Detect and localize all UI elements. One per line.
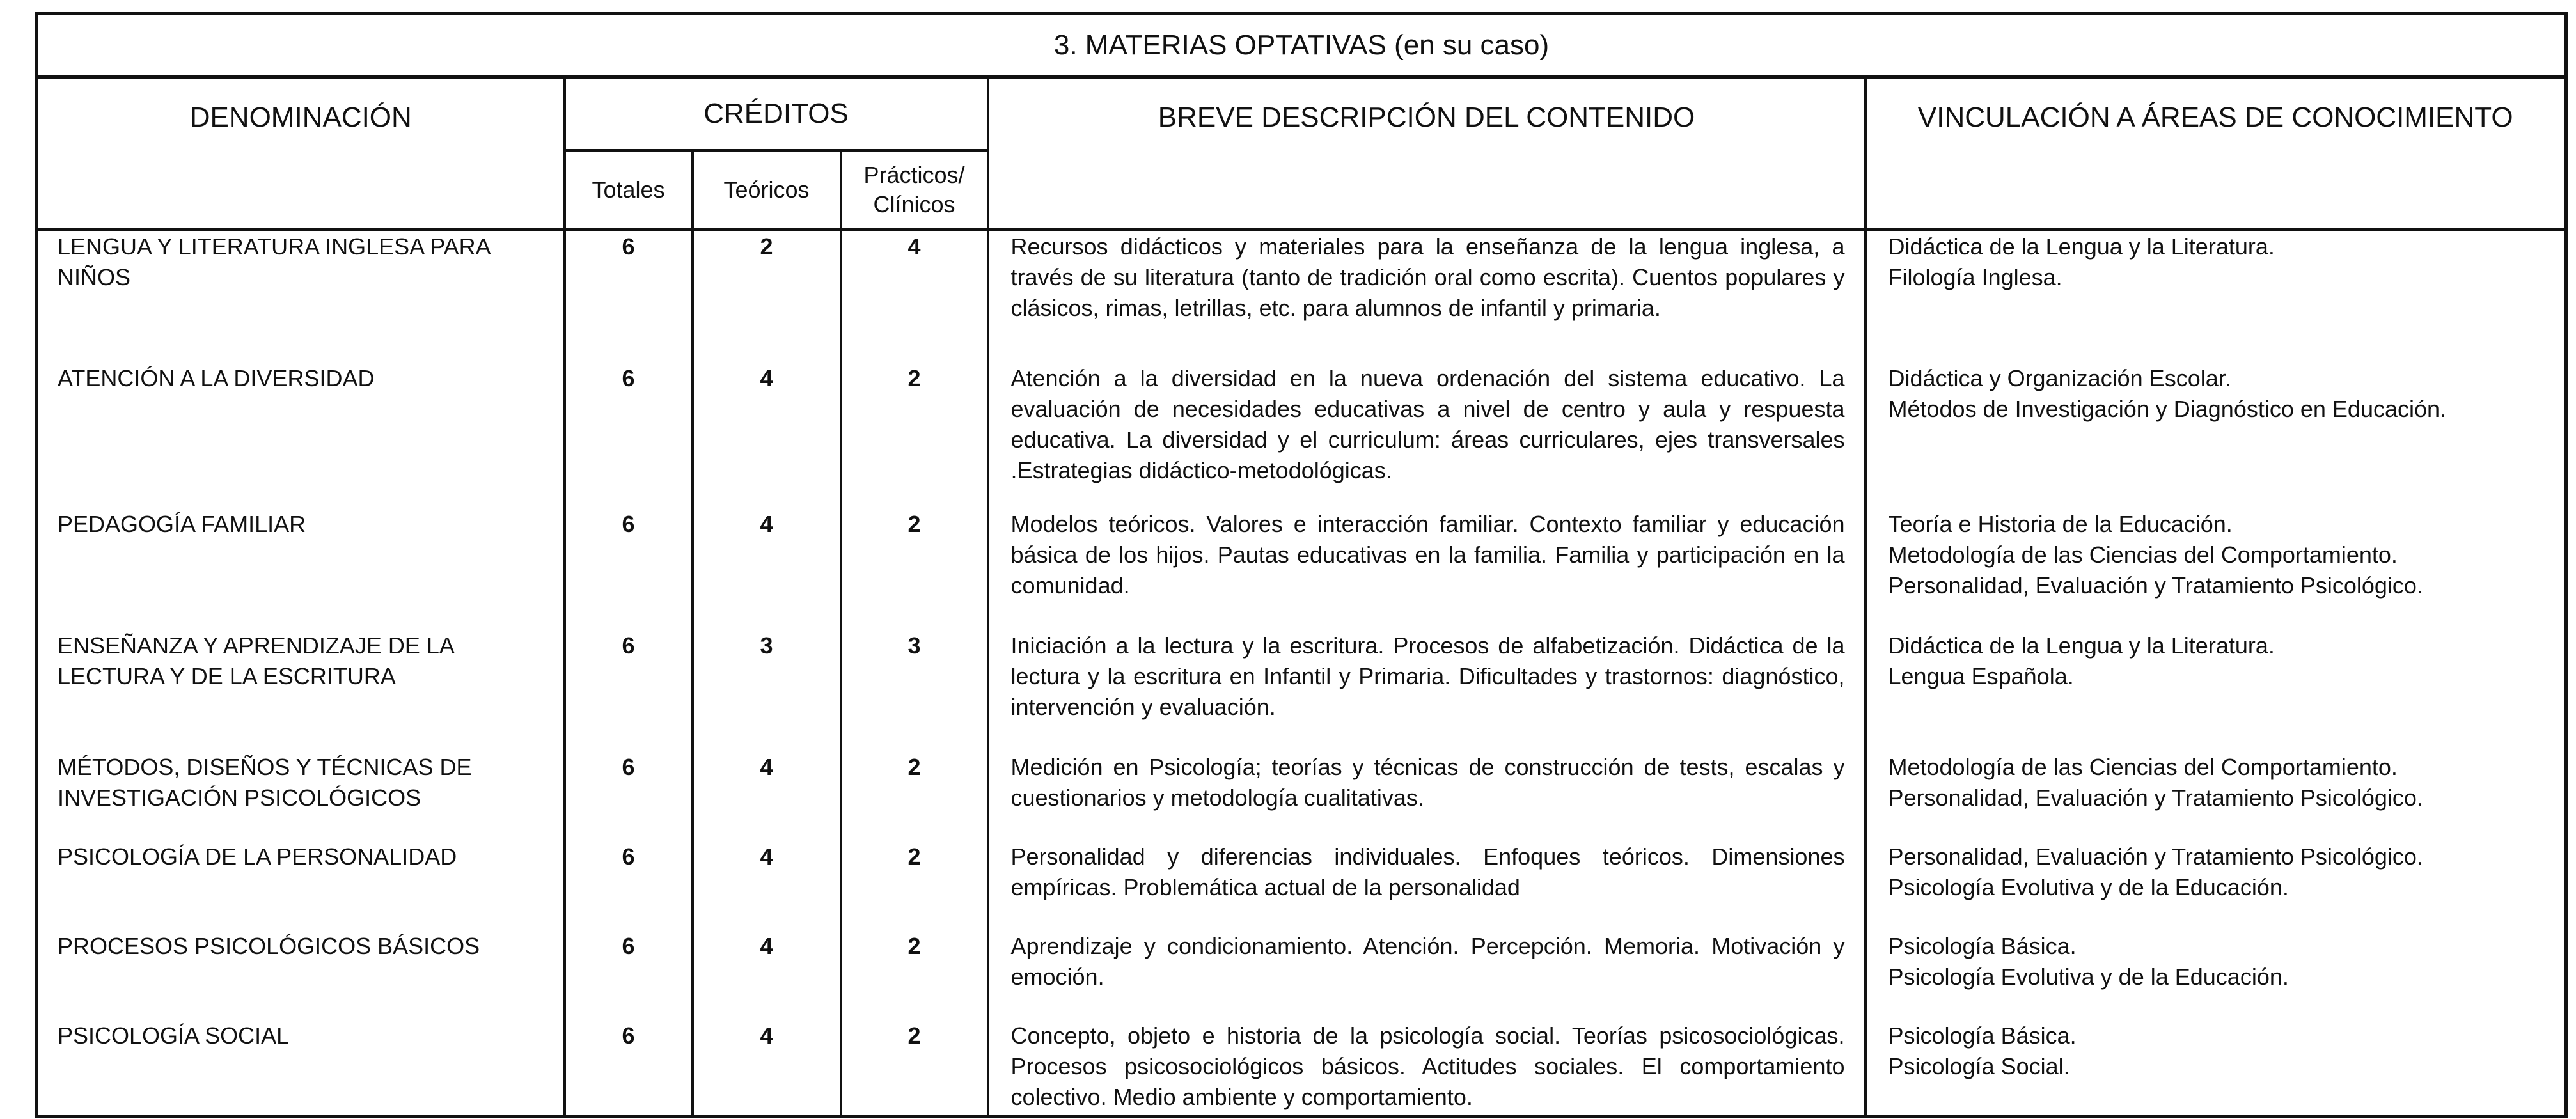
subject-name: LENGUA Y LITERATURA INGLESA PARA NIÑOS [58,233,490,290]
subject-name-cell [37,509,565,630]
subject-name-cell [37,363,565,509]
knowledge-area: Métodos de Investigación y Diagnóstico en Educación. [1888,395,2447,422]
subheader-practicos [841,150,988,230]
credits-practicos: 3 [841,630,988,752]
areas-cell [1865,1021,2566,1116]
knowledge-area: Metodología de las Ciencias del Comportamiento. [1888,541,2398,568]
knowledge-area: Psicología Social. [1888,1052,2070,1079]
knowledge-area: Personalidad, Evaluación y Tratamiento Psicológico. [1888,784,2423,811]
description-cell [988,931,1865,1021]
description-cell [988,1021,1865,1116]
credits-practicos: 2 [841,931,988,1021]
description-cell [988,363,1865,509]
table-row [37,230,2566,363]
description-cell [988,841,1865,931]
subject-description: Medición en Psicología; teorías y técnicas de construcción de tests, escalas y cuestionarios y metodología cualitativas. [1010,753,1845,811]
areas-cell [1865,363,2566,509]
subject-name-cell [37,1021,565,1116]
materias-optativas-table [35,12,2568,1118]
knowledge-area: Didáctica de la Lengua y la Literatura. [1888,233,2275,260]
knowledge-area: Didáctica y Organización Escolar. [1888,364,2231,391]
credits-totales: 6 [565,630,693,752]
subject-name: PEDAGOGÍA FAMILIAR [58,510,306,537]
subheader-totales: Totales [565,150,693,230]
credits-teoricos: 3 [693,630,841,752]
credits-teoricos: 4 [693,931,841,1021]
subject-name-cell [37,841,565,931]
knowledge-area: Teoría e Historia de la Educación. [1888,510,2233,537]
materias-optativas-sheet [35,12,2564,1111]
subject-description: Concepto, objeto e historia de la psicología social. Teorías psicosociológicas. Procesos psicosociológicos básicos. Actitudes sociales. El comportamiento colectivo. Medio ambiente y comportamiento. [1010,1022,1845,1110]
knowledge-area: Metodología de las Ciencias del Comportamiento. [1888,753,2398,780]
knowledge-area: Psicología Evolutiva y de la Educación. [1888,873,2289,900]
credits-practicos: 2 [841,841,988,931]
credits-practicos: 2 [841,1021,988,1116]
credits-totales: 6 [565,230,693,363]
subject-name-cell [37,752,565,841]
header-denominacion: DENOMINACIÓN [37,77,565,230]
areas-cell [1865,509,2566,630]
description-cell [988,230,1865,363]
table-row [37,509,2566,630]
subject-description: Aprendizaje y condicionamiento. Atención. Percepción. Memoria. Motivación y emoción. [1010,932,1845,990]
knowledge-area: Psicología Evolutiva y de la Educación. [1888,963,2289,990]
subject-description: Personalidad y diferencias individuales. Enfoques teóricos. Dimensiones empíricas. Problemática actual de la personalidad [1010,843,1845,900]
credits-totales: 6 [565,752,693,841]
subheader-practicos-line2: Clínicos [873,191,955,217]
credits-teoricos: 4 [693,509,841,630]
subject-description: Atención a la diversidad en la nueva ordenación del sistema educativo. La evaluación de necesidades educativas a nivel de centro y aula y respuesta educativa. La diversidad y el curriculum: áreas curriculares, ejes transversales .Estrategias didáctico-metodológicas. [1010,364,1845,483]
subject-name: PROCESOS PSICOLÓGICOS BÁSICOS [58,932,480,959]
credits-teoricos: 4 [693,841,841,931]
credits-totales: 6 [565,1021,693,1116]
credits-practicos: 2 [841,509,988,630]
areas-cell [1865,841,2566,931]
subheader-practicos-line1: Prácticos/ [863,162,965,188]
credits-practicos: 4 [841,230,988,363]
description-cell [988,509,1865,630]
credits-practicos: 2 [841,363,988,509]
credits-teoricos: 4 [693,1021,841,1116]
credits-practicos: 2 [841,752,988,841]
header-row [37,77,2566,151]
subject-name: PSICOLOGÍA DE LA PERSONALIDAD [58,843,457,870]
subject-name-cell [37,630,565,752]
subject-name: ENSEÑANZA Y APRENDIZAJE DE LA LECTURA Y DE LA ESCRITURA [58,632,453,689]
credits-totales: 6 [565,363,693,509]
table-row [37,841,2566,931]
credits-totales: 6 [565,931,693,1021]
header-creditos: CRÉDITOS [565,77,988,151]
description-cell [988,752,1865,841]
subheader-teoricos: Teóricos [693,150,841,230]
subject-name: PSICOLOGÍA SOCIAL [58,1022,290,1049]
knowledge-area: Didáctica de la Lengua y la Literatura. [1888,632,2275,659]
knowledge-area: Filología Inglesa. [1888,264,2062,290]
areas-cell [1865,752,2566,841]
subject-description: Recursos didácticos y materiales para la enseñanza de la lengua inglesa, a través de su literatura (tanto de tradición oral como escrita). Cuentos populares y clásicos, rimas, letrillas, etc. para alumnos de infantil y primaria. [1010,233,1845,321]
table-row [37,1021,2566,1116]
table-row [37,931,2566,1021]
areas-cell [1865,931,2566,1021]
credits-teoricos: 2 [693,230,841,363]
title-row [37,13,2566,77]
areas-cell [1865,230,2566,363]
subject-name-cell [37,230,565,363]
subject-name: MÉTODOS, DISEÑOS Y TÉCNICAS DE INVESTIGACIÓN PSICOLÓGICOS [58,753,472,811]
header-descripcion: BREVE DESCRIPCIÓN DEL CONTENIDO [988,77,1865,230]
subject-description: Iniciación a la lectura y la escritura. Procesos de alfabetización. Didáctica de la lectura y la escritura en Infantil y Primaria. Dificultades y trastornos: diagnóstico, intervención y evaluación. [1010,632,1845,720]
credits-totales: 6 [565,841,693,931]
knowledge-area: Personalidad, Evaluación y Tratamiento Psicológico. [1888,572,2423,599]
table-row [37,363,2566,509]
subject-name-cell [37,931,565,1021]
subject-description: Modelos teóricos. Valores e interacción familiar. Contexto familiar y educación básica de los hijos. Pautas educativas en la familia. Familia y participación en la comunidad. [1010,510,1845,599]
table-row [37,752,2566,841]
credits-totales: 6 [565,509,693,630]
table-title: 3. MATERIAS OPTATIVAS (en su caso) [37,13,2566,77]
table-row [37,630,2566,752]
subject-name: ATENCIÓN A LA DIVERSIDAD [58,364,375,391]
knowledge-area: Psicología Básica. [1888,932,2077,959]
knowledge-area: Personalidad, Evaluación y Tratamiento Psicológico. [1888,843,2423,870]
credits-teoricos: 4 [693,363,841,509]
knowledge-area: Psicología Básica. [1888,1022,2077,1049]
description-cell [988,630,1865,752]
areas-cell [1865,630,2566,752]
knowledge-area: Lengua Española. [1888,662,2074,689]
credits-teoricos: 4 [693,752,841,841]
header-vinculacion: VINCULACIÓN A ÁREAS DE CONOCIMIENTO [1865,77,2566,230]
